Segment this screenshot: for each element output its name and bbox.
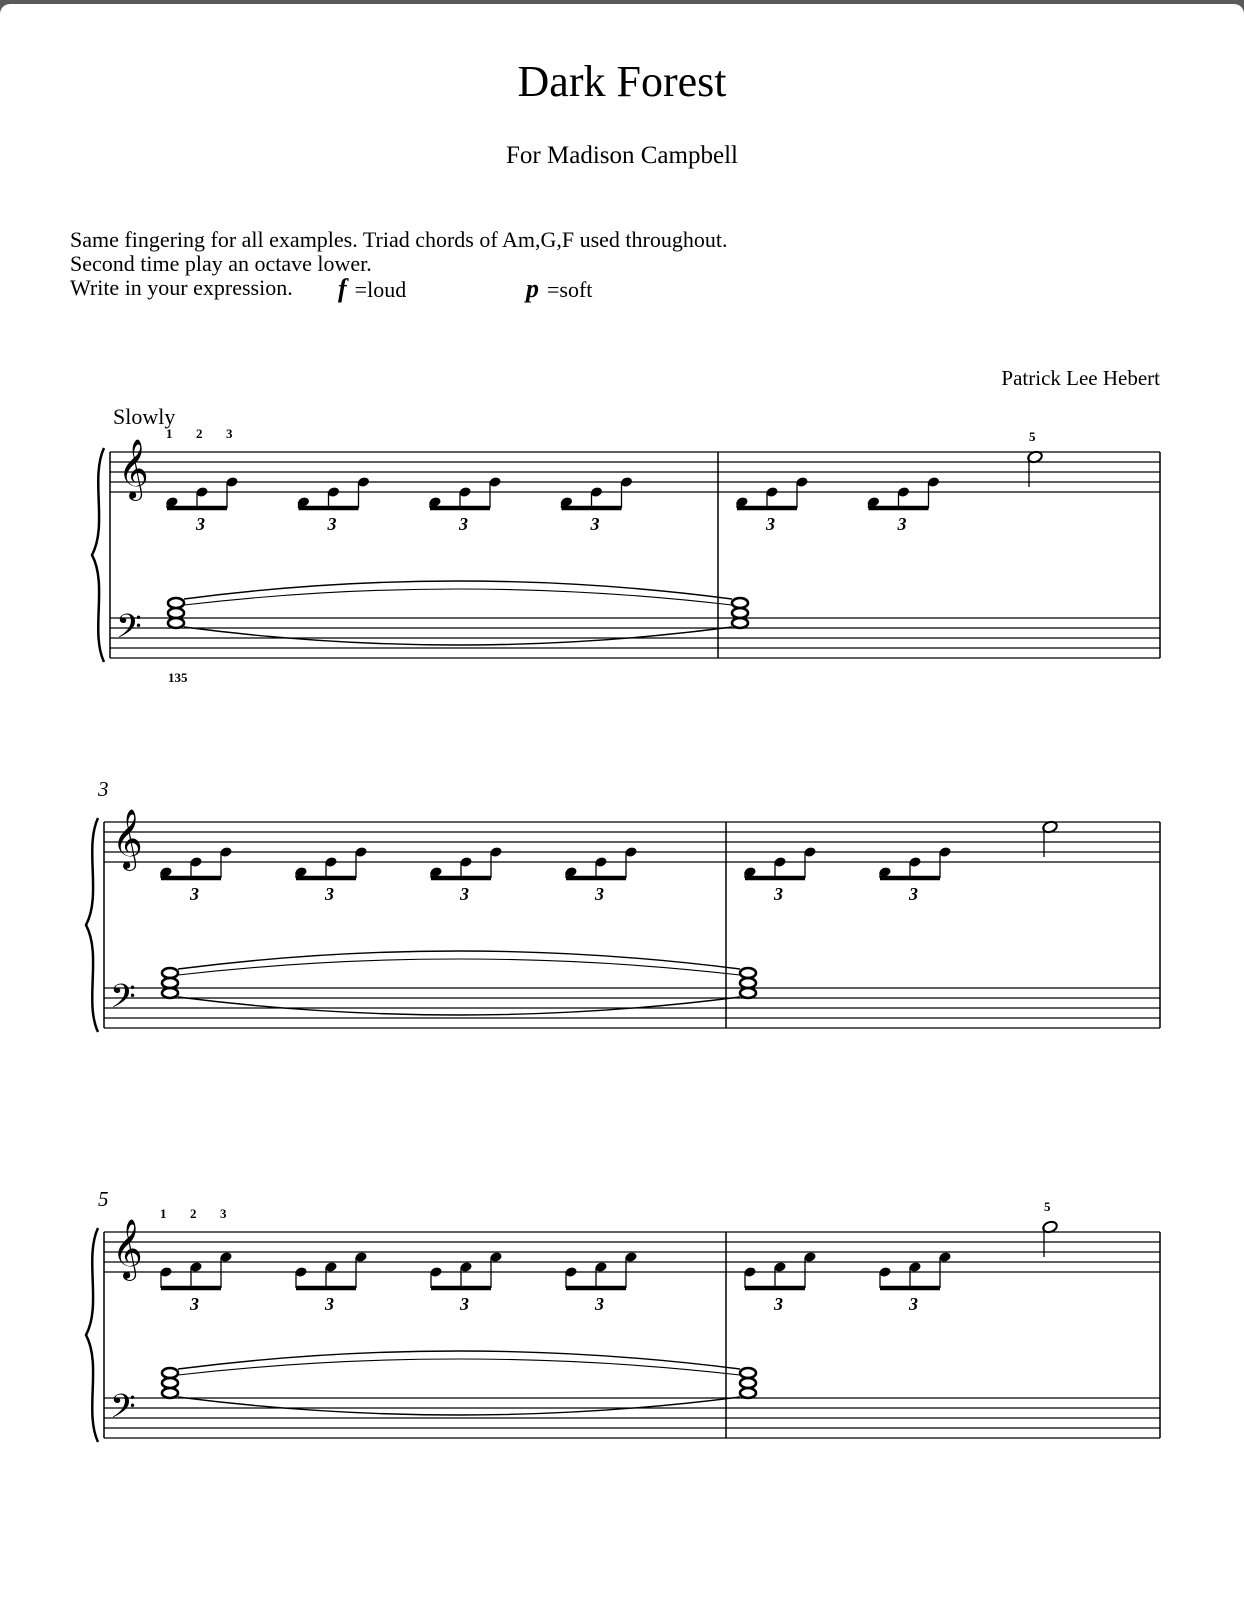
measure-number: 3 — [98, 777, 109, 801]
tuplet-number: 3 — [196, 514, 205, 534]
finger-number: 2 — [190, 1206, 197, 1221]
tuplet-number: 3 — [190, 1294, 199, 1314]
brace — [92, 448, 104, 662]
whole-note-head — [740, 1388, 756, 1398]
bass-clef-icon: 𝄢 — [116, 608, 142, 653]
finger-number: 2 — [196, 426, 203, 441]
whole-note-head — [168, 598, 184, 608]
treble-clef-icon: 𝄞 — [112, 811, 143, 868]
sheet-page — [0, 4, 1244, 1616]
tuplet-number: 3 — [595, 884, 604, 904]
tuplet-number: 3 — [325, 884, 334, 904]
tie — [184, 589, 732, 605]
tuplet-number: 3 — [460, 884, 469, 904]
whole-note-head — [162, 1388, 178, 1398]
whole-note-head — [162, 1368, 178, 1378]
treble-clef-icon: 𝄞 — [118, 441, 149, 498]
whole-note-head — [732, 598, 748, 608]
tuplet-number: 3 — [774, 884, 783, 904]
whole-note-head — [740, 978, 756, 988]
whole-note-head — [732, 618, 748, 628]
finger-number: 1 — [166, 426, 173, 441]
instruction-line-1: Same fingering for all examples. Triad chords of Am,G,F used throughout. — [70, 227, 728, 252]
whole-note-head — [162, 968, 178, 978]
tie — [178, 997, 740, 1015]
tuplet-number: 3 — [459, 514, 468, 534]
brace — [86, 818, 98, 1032]
tuplet-number: 3 — [909, 884, 918, 904]
tuplet-number: 3 — [327, 514, 337, 534]
whole-note-head — [732, 608, 748, 618]
tuplet-number: 3 — [590, 514, 600, 534]
tuplet-number: 3 — [325, 1294, 334, 1314]
piano-system-2 — [86, 818, 1160, 1032]
brace — [86, 1228, 98, 1442]
treble-clef-icon: 𝄞 — [112, 1221, 143, 1278]
whole-note-head — [740, 1368, 756, 1378]
finger-number: 5 — [1044, 1199, 1051, 1214]
piano-symbol: p — [526, 274, 539, 303]
piano-system-3 — [86, 1220, 1160, 1442]
instruction-line-3: Write in your expression. — [70, 275, 293, 300]
instruction-line-2: Second time play an octave lower. — [70, 251, 372, 276]
whole-note-head — [162, 978, 178, 988]
tuplet-number: 3 — [897, 514, 907, 534]
tuplet-number: 3 — [909, 1294, 918, 1314]
measure-number: 5 — [98, 1187, 109, 1211]
loud-text: =loud — [354, 277, 407, 302]
tuplet-number: 3 — [774, 1294, 783, 1314]
whole-note-head — [168, 608, 184, 618]
finger-number: 3 — [226, 426, 233, 441]
tuplet-number: 3 — [460, 1294, 469, 1314]
whole-note-head — [162, 988, 178, 998]
lh-fingering: 135 — [168, 670, 188, 685]
soft-text: =soft — [547, 277, 593, 302]
whole-note-head — [168, 618, 184, 628]
bass-clef-icon: 𝄢 — [110, 978, 136, 1023]
whole-note-head — [740, 988, 756, 998]
score-title: Dark Forest — [517, 57, 727, 106]
finger-number: 5 — [1029, 429, 1036, 444]
composer: Patrick Lee Hebert — [1001, 366, 1160, 390]
tie — [178, 1397, 740, 1415]
dedication: For Madison Campbell — [506, 142, 738, 169]
tuplet-number: 3 — [190, 884, 199, 904]
tuplet-number: 3 — [595, 1294, 604, 1314]
music-score — [0, 4, 1244, 1616]
piano-system-1 — [92, 448, 1160, 662]
finger-number: 1 — [160, 1206, 167, 1221]
forte-symbol: f — [338, 274, 347, 303]
finger-number: 3 — [220, 1206, 227, 1221]
tuplet-number: 3 — [766, 514, 775, 534]
tie — [178, 959, 740, 975]
whole-note-head — [740, 968, 756, 978]
bass-clef-icon: 𝄢 — [110, 1388, 136, 1433]
tie — [184, 627, 732, 645]
tie — [178, 1359, 740, 1375]
whole-note-head — [162, 1378, 178, 1388]
whole-note-head — [740, 1378, 756, 1388]
tempo-marking: Slowly — [113, 404, 176, 429]
